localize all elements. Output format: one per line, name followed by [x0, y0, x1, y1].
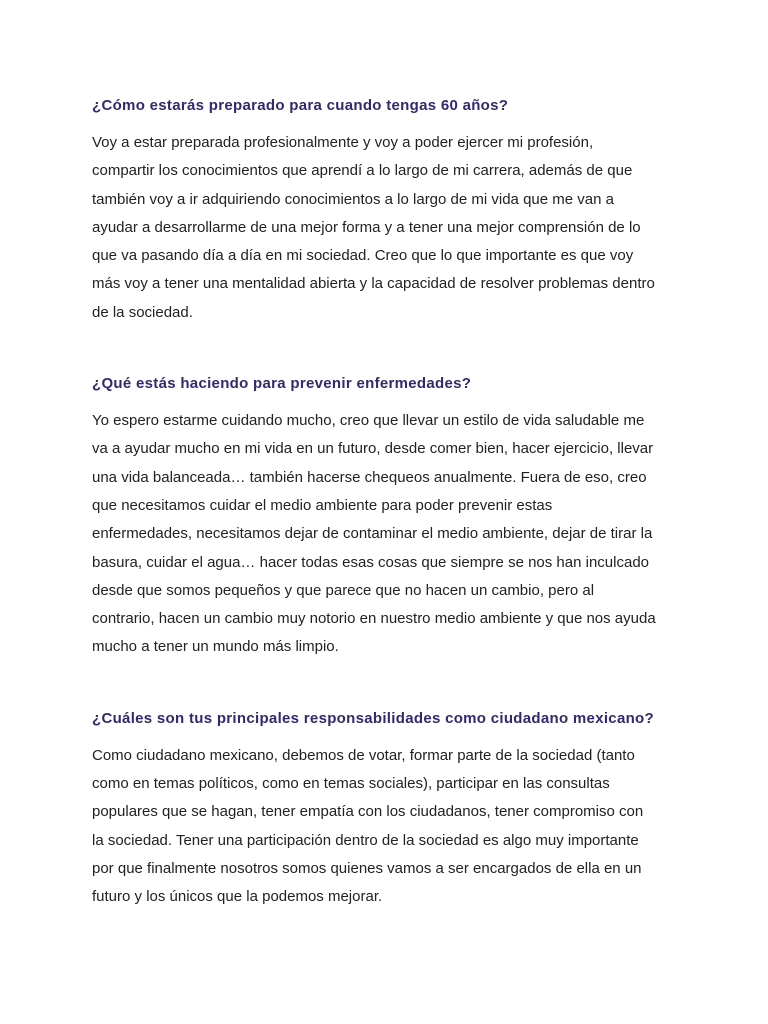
answer-line: que necesitamos cuidar el medio ambiente para poder prevenir estas [92, 496, 553, 514]
answer-line: desde que somos pequeños y que parece que no hacen un cambio, pero al [92, 581, 595, 599]
answer-line: que va pasando día a día en mi sociedad. Creo que lo que importante es que voy [92, 247, 634, 265]
answer-paragraph [92, 129, 682, 327]
answer-line: como en temas políticos, como en temas sociales), participar en las consultas [92, 775, 610, 793]
answer-line: también voy a ir adquiriendo conocimientos a lo largo de mi vida que me van a [92, 190, 614, 208]
answer-line: una vida balanceada… también hacerse chequeos anualmente. Fuera de eso, creo [92, 468, 647, 486]
answer-line: ayudar a desarrollarme de una mejor forma y a tener una mejor comprensión de lo [92, 218, 641, 236]
answer-line: va a ayudar mucho en mi vida en un futuro, desde comer bien, hacer ejercicio, llevar [92, 440, 654, 458]
answer-line: la sociedad. Tener una participación dentro de la sociedad es algo muy importante [92, 831, 639, 849]
answer-line: basura, cuidar el agua… hacer todas esas cosas que siempre se nos han inculcado [92, 553, 649, 571]
answer-line: futuro y los únicos que la podemos mejorar. [92, 888, 383, 906]
question-heading: ¿Qué estás haciendo para prevenir enfermedades? [92, 375, 472, 393]
answer-line: Voy a estar preparada profesionalmente y voy a poder ejercer mi profesión, [92, 134, 594, 151]
answer-line: enfermedades, necesitamos dejar de contaminar el medio ambiente, dejar de tirar la [92, 525, 653, 543]
question-heading: ¿Cuáles son tus principales responsabilidades como ciudadano mexicano? [92, 709, 654, 727]
answer-line: contrario, hacen un cambio muy notorio en nuestro medio ambiente y que nos ayuda [92, 610, 656, 628]
answer-line: Como ciudadano mexicano, debemos de votar, formar parte de la sociedad (tanto [92, 746, 635, 764]
answer-line: por que finalmente nosotros somos quienes vamos a ser encargados de ella en un [92, 859, 642, 877]
question-heading: ¿Cómo estarás preparado para cuando tengas 60 años? [92, 97, 509, 114]
answer-line: mucho a tener un mundo más limpio. [92, 638, 339, 656]
answer-paragraph [92, 742, 682, 912]
answer-line: populares que se hagan, tener empatía con los ciudadanos, tener compromiso con [92, 803, 644, 821]
answer-line: de la sociedad. [92, 303, 193, 321]
answer-line: más voy a tener una mentalidad abierta y la capacidad de resolver problemas dentro [92, 275, 655, 293]
answer-line: Yo espero estarme cuidando mucho, creo que llevar un estilo de vida saludable me [92, 412, 645, 430]
answer-line: compartir los conocimientos que aprendí a lo largo de mi carrera, además de que [92, 162, 633, 180]
document-page [92, 92, 682, 912]
answer-paragraph [92, 407, 682, 662]
